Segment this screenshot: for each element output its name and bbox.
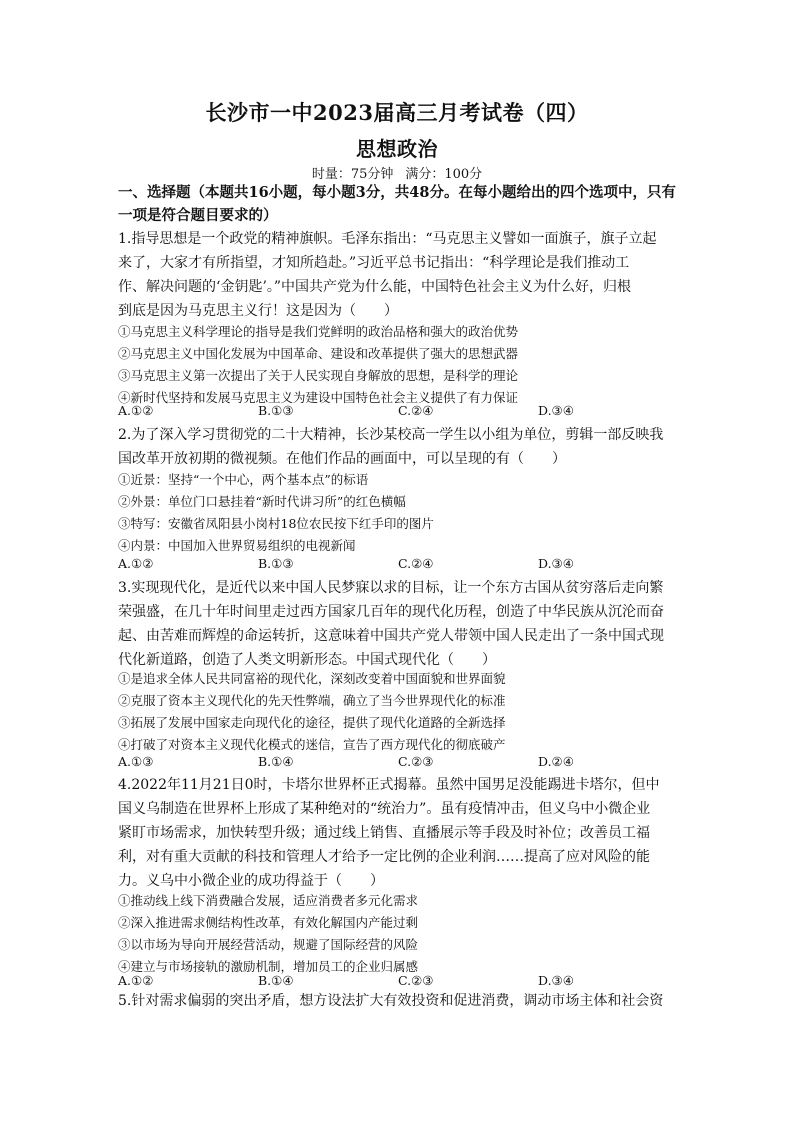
answer-choices <box>118 553 678 575</box>
choice-d: D.③④ <box>538 403 574 418</box>
section-heading: 一项是符合题目要求的） <box>118 207 278 224</box>
question-stem: 力。义乌中小微企业的成功得益于（ ） <box>118 873 384 889</box>
choice-b: B.①③ <box>258 403 294 418</box>
option-text: ④打破了对资本主义现代化模式的迷信，宣告了西方现代化的彻底破产 <box>118 737 506 752</box>
option-text: ②深入推进需求侧结构性改革，有效化解国内产能过剩 <box>118 915 419 930</box>
question-stem: 1.指导思想是一个政党的精神旗帜。毛泽东指出：“马克思主义譬如一面旗子，旗子立起 <box>118 231 657 247</box>
choice-c: C.②③ <box>398 973 434 988</box>
question-stem: 起、由苦难而辉煌的命运转折，这意味着中国共产党人带领中国人民走出了一条中国式现 <box>118 628 664 644</box>
option-text: ①马克思主义科学理论的指导是我们党鲜明的政治品格和强大的政治优势 <box>118 324 519 339</box>
exam-title: 长沙市一中2023届高三月考试卷（四） <box>205 100 589 125</box>
option-text: ③马克思主义第一次提出了关于人民实现自身解放的思想，是科学的理论 <box>118 368 519 383</box>
question-stem: 4.2022年11月21日0时，卡塔尔世界杯正式揭幕。虽然中国男足没能踢进卡塔尔，但中 <box>118 777 660 793</box>
section-heading: 一、选择题（本题共16小题，每小题3分，共48分。在每小题给出的四个选项中，只有 <box>118 184 676 201</box>
option-text: ②克服了资本主义现代化的先天性弊端，确立了当今世界现代化的标准 <box>118 693 506 708</box>
question-stem: 国改革开放初期的微视频。在他们作品的画面中，可以呈现的有（ ） <box>118 451 566 467</box>
choice-d: D.③④ <box>538 973 574 988</box>
question-stem: 国义乌制造在世界杯上形成了某种绝对的“统治力”。虽有疫情冲击，但义乌中小微企业 <box>118 801 651 817</box>
question-stem: 来了，大家才有所指望，才知所趋赴。”习近平总书记指出：“科学理论是我们推动工 <box>118 255 630 271</box>
choice-c: C.②③ <box>398 754 434 769</box>
option-text: ③特写：安徽省凤阳县小岗村18位农民按下红手印的图片 <box>118 516 434 531</box>
option-text: ④新时代坚持和发展马克思主义为建设中国特色社会主义提供了有力保证 <box>118 390 519 405</box>
option-text: ②马克思主义中国化发展为中国革命、建设和改革提供了强大的思想武器 <box>118 346 519 361</box>
choice-d: D.③④ <box>538 556 574 571</box>
option-text: ③以市场为导向开展经营活动，规避了国际经营的风险 <box>118 937 419 952</box>
time-limit: 时量：75分钟 <box>311 167 394 182</box>
question-stem: 荣强盛，在几十年时间里走过西方国家几百年的现代化历程，创造了中华民族从沉沦而奋 <box>118 604 664 620</box>
exam-meta <box>0 163 794 182</box>
choice-a: A.①② <box>118 556 154 571</box>
option-text: ③拓展了发展中国家走向现代化的途径，提供了现代化道路的全新选择 <box>118 715 506 730</box>
question-stem: 3.实现现代化，是近代以来中国人民梦寐以求的目标，让一个东方古国从贫穷落后走向繁 <box>118 580 664 596</box>
choice-d: D.②④ <box>538 754 574 769</box>
option-text: ①是追求全体人民共同富裕的现代化，深刻改变着中国面貌和世界面貌 <box>118 671 506 686</box>
choice-a: A.①③ <box>118 754 154 769</box>
full-score: 满分：100分 <box>405 167 483 182</box>
question-stem: 5.针对需求偏弱的突出矛盾，想方设法扩大有效投资和促进消费，调动市场主体和社会资 <box>118 993 664 1009</box>
choice-a: A.①② <box>118 403 154 418</box>
answer-choices <box>118 751 678 773</box>
answer-choices <box>118 400 678 422</box>
question-stem: 2.为了深入学习贯彻党的二十大精神，长沙某校高一学生以小组为单位，剪辑一部反映我 <box>118 427 664 443</box>
question-stem: 利，对有重大贡献的科技和管理人才给予一定比例的企业利润……提高了应对风险的能 <box>118 849 650 865</box>
question-stem: 代化新道路，创造了人类文明新形态。中国式现代化（ ） <box>118 652 496 668</box>
choice-b: B.①④ <box>258 973 294 988</box>
exam-subject: 思想政治 <box>356 137 438 161</box>
option-text: ④内景：中国加入世界贸易组织的电视新闻 <box>118 538 356 553</box>
option-text: ①推动线上线下消费融合发展，适应消费者多元化需求 <box>118 893 419 908</box>
choice-b: B.①③ <box>258 556 294 571</box>
option-text: ④建立与市场接轨的激励机制，增加员工的企业归属感 <box>118 959 419 974</box>
option-text: ②外景：单位门口悬挂着“新时代讲习所”的红色横幅 <box>118 494 406 509</box>
choice-a: A.①② <box>118 973 154 988</box>
question-stem: 到底是因为马克思主义行！这是因为（ ） <box>118 303 398 319</box>
question-stem: 紧盯市场需求，加快转型升级；通过线上销售、直播展示等手段及时补位；改善员工福 <box>118 825 650 841</box>
option-text: ①近景：坚持“一个中心，两个基本点”的标语 <box>118 472 369 487</box>
choice-c: C.②④ <box>398 556 434 571</box>
choice-b: B.①④ <box>258 754 294 769</box>
question-stem: 作、解决问题的‘金钥匙’。”中国共产党为什么能，中国特色社会主义为什么好，归根 <box>118 279 632 295</box>
choice-c: C.②④ <box>398 403 434 418</box>
